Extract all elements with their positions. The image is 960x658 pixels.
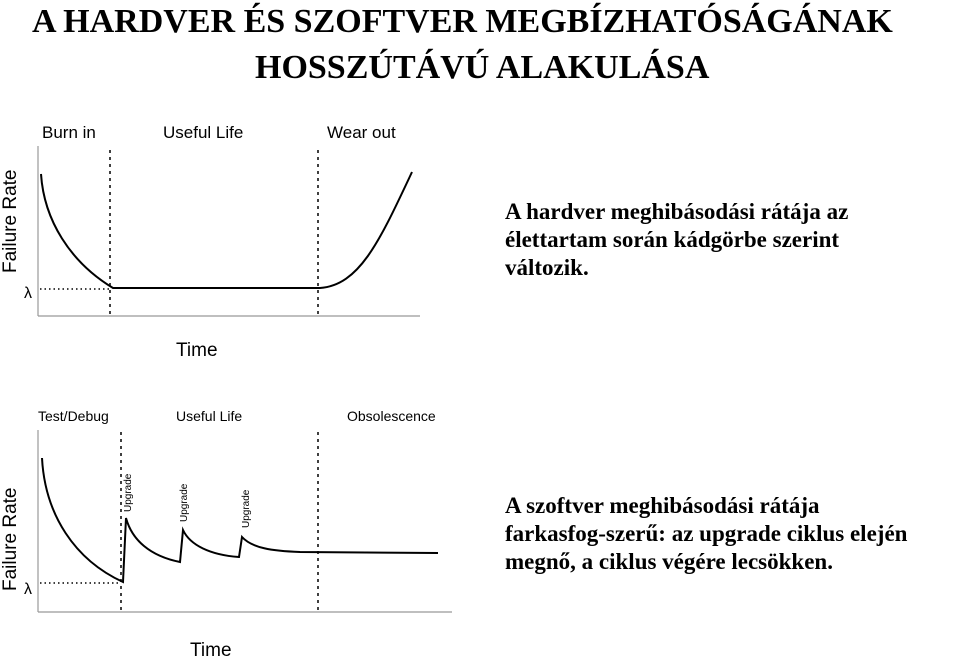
sw-upgrade-label-2: Upgrade <box>179 483 190 522</box>
hw-phase-burn-in: Burn in <box>42 123 96 142</box>
software-description-line: farkasfog-szerű: az upgrade ciklus elején <box>505 521 908 546</box>
hardware-description <box>505 198 848 282</box>
sw-upgrade-label-3: Upgrade <box>241 489 252 528</box>
sw-upgrade-label-1: Upgrade <box>123 473 134 512</box>
sw-phase-obsolescence: Obsolescence <box>347 408 436 424</box>
sw-lambda-label: λ <box>24 581 32 598</box>
hardware-description-line: élettartam során kádgörbe szerint <box>505 227 840 252</box>
hw-phase-wear-out: Wear out <box>327 123 396 142</box>
sw-x-axis-label: Time <box>190 640 232 658</box>
software-description-line: megnő, a ciklus végére lecsökken. <box>505 549 833 574</box>
hardware-description-line: változik. <box>505 255 589 280</box>
software-description-line: A szoftver meghibásodási rátája <box>505 493 820 518</box>
hw-x-axis-label: Time <box>176 340 218 361</box>
title-line-1: A HARDVER ÉS SZOFTVER MEGBÍZHATÓSÁGÁNAK <box>32 3 893 40</box>
hw-y-axis-label: Failure Rate <box>0 169 21 273</box>
software-description <box>505 492 907 576</box>
hw-phase-useful-life: Useful Life <box>163 123 244 142</box>
sw-y-axis-label: Failure Rate <box>0 487 21 591</box>
hardware-description-line: A hardver meghibásodási rátája az <box>505 199 849 224</box>
hw-bathtub-curve <box>41 172 412 288</box>
sw-sawtooth-curve <box>42 458 438 582</box>
hardware-bathtub-diagram <box>0 123 420 361</box>
hw-lambda-label: λ <box>24 285 32 302</box>
sw-phase-test-debug: Test/Debug <box>38 408 109 424</box>
sw-phase-useful-life: Useful Life <box>176 408 243 424</box>
software-sawtooth-diagram <box>0 408 452 658</box>
title-line-2: HOSSZÚTÁVÚ ALAKULÁSA <box>255 49 710 86</box>
